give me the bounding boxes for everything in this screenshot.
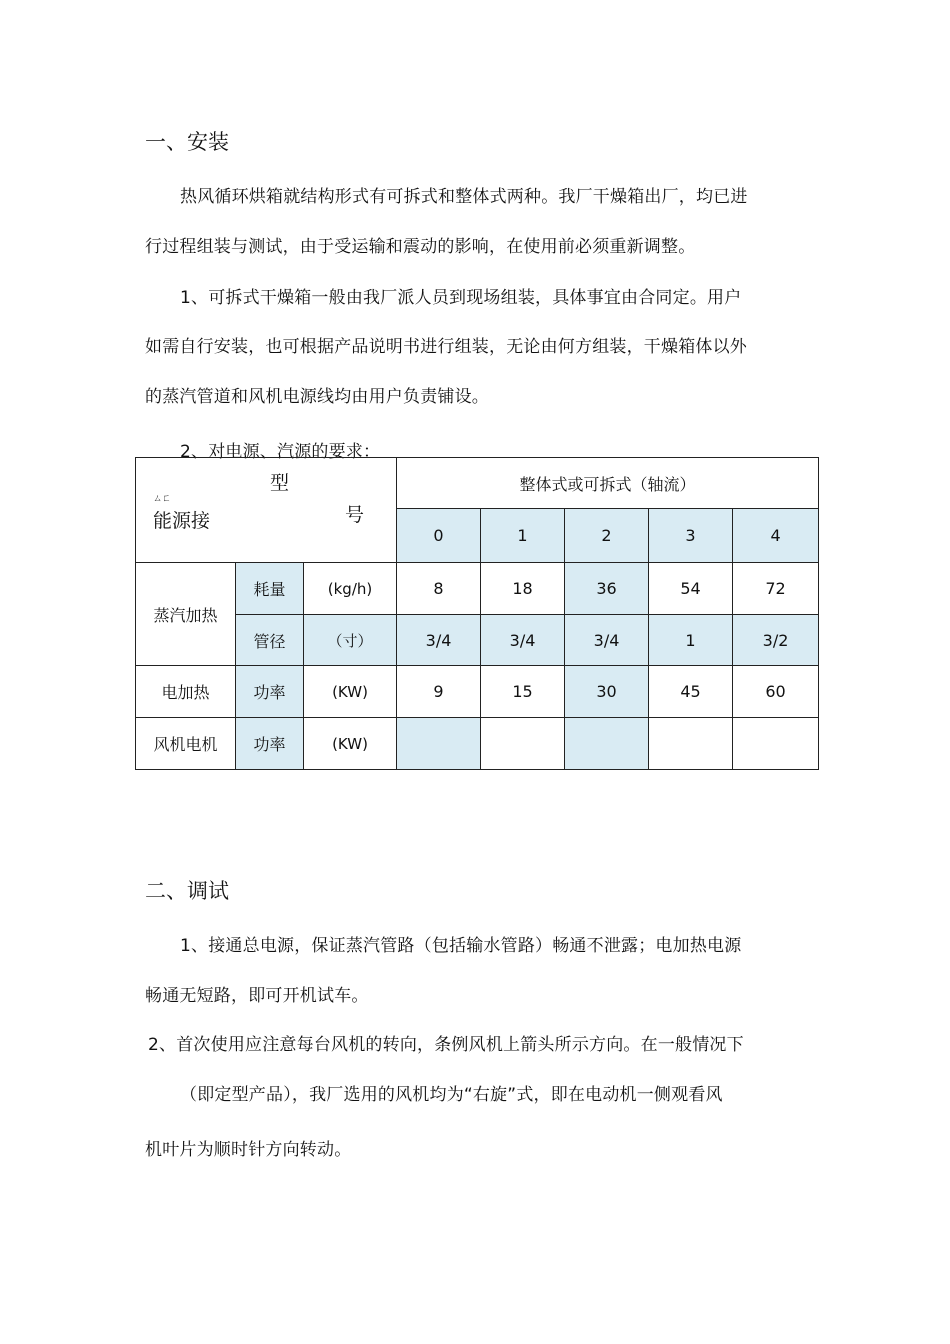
- paragraph-line: 1、可拆式干燥箱一般由我厂派人员到现场组装，具体事宜由合同定。用户: [180, 288, 742, 308]
- row-param: 功率: [236, 666, 304, 718]
- table-cell: 60: [733, 666, 819, 718]
- group-header: 整体式或可拆式（轴流）: [397, 458, 819, 509]
- table-cell: 3/4: [481, 615, 565, 666]
- section-heading-debug: 二、调试: [145, 879, 229, 903]
- table-cell: 30: [565, 666, 649, 718]
- row-category: 电加热: [136, 666, 236, 718]
- table-cell: 3/4: [397, 615, 481, 666]
- row-category: 蒸汽加热: [136, 563, 236, 666]
- table-cell: 72: [733, 563, 819, 615]
- paragraph-line: 机叶片为顺时针方向转动。: [145, 1140, 352, 1160]
- section-heading-install: 一、安装: [145, 130, 229, 154]
- row-param: 管径: [236, 615, 304, 666]
- table-corner-header: [136, 458, 397, 563]
- table-cell: [481, 718, 565, 770]
- paragraph-line: 行过程组装与测试，由于受运输和震动的影响，在使用前必须重新调整。: [145, 237, 696, 257]
- table-cell: [397, 718, 481, 770]
- row-param: 耗量: [236, 563, 304, 615]
- corner-label-mark: ㄙㄈ: [153, 494, 172, 504]
- table-cell: [733, 718, 819, 770]
- model-header: 0: [397, 509, 481, 563]
- corner-label-left: 能源接: [153, 510, 211, 532]
- table-cell: [649, 718, 733, 770]
- paragraph-line: （即定型产品），我厂选用的风机均为“右旋”式，即在电动机一侧观看风: [180, 1085, 723, 1105]
- row-unit: (KW): [304, 666, 397, 718]
- row-category: 风机电机: [136, 718, 236, 770]
- table-cell: 54: [649, 563, 733, 615]
- paragraph-line: 如需自行安装，也可根据产品说明书进行组装，无论由何方组装，干燥箱体以外: [145, 337, 747, 357]
- table-cell: 18: [481, 563, 565, 615]
- table-cell: 36: [565, 563, 649, 615]
- table-cell: 3/4: [565, 615, 649, 666]
- table-cell: 3/2: [733, 615, 819, 666]
- model-header: 2: [565, 509, 649, 563]
- model-header: 3: [649, 509, 733, 563]
- model-header: 4: [733, 509, 819, 563]
- row-param: 功率: [236, 718, 304, 770]
- table-cell: [565, 718, 649, 770]
- table-cell: 45: [649, 666, 733, 718]
- paragraph-line: 2、对电源、汽源的要求：: [180, 442, 381, 462]
- row-unit: (KW): [304, 718, 397, 770]
- table-cell: 8: [397, 563, 481, 615]
- row-unit: (kg/h): [304, 563, 397, 615]
- paragraph-line: 2、首次使用应注意每台风机的转向，条例风机上箭头所示方向。在一般情况下: [148, 1035, 744, 1055]
- table-cell: 9: [397, 666, 481, 718]
- paragraph-line: 1、接通总电源，保证蒸汽管路（包括输水管路）畅通不泄露；电加热电源: [180, 936, 742, 956]
- table-cell: 15: [481, 666, 565, 718]
- model-header: 1: [481, 509, 565, 563]
- energy-requirements-table: [135, 457, 819, 770]
- paragraph-line: 热风循环烘箱就结构形式有可拆式和整体式两种。我厂干燥箱出厂，均已进: [180, 187, 748, 207]
- corner-label-top: 型: [270, 472, 290, 494]
- row-unit: （寸）: [304, 615, 397, 666]
- corner-label-right: 号: [345, 504, 365, 526]
- table-cell: 1: [649, 615, 733, 666]
- paragraph-line: 的蒸汽管道和风机电源线均由用户负责铺设。: [145, 387, 489, 407]
- paragraph-line: 畅通无短路，即可开机试车。: [145, 986, 369, 1006]
